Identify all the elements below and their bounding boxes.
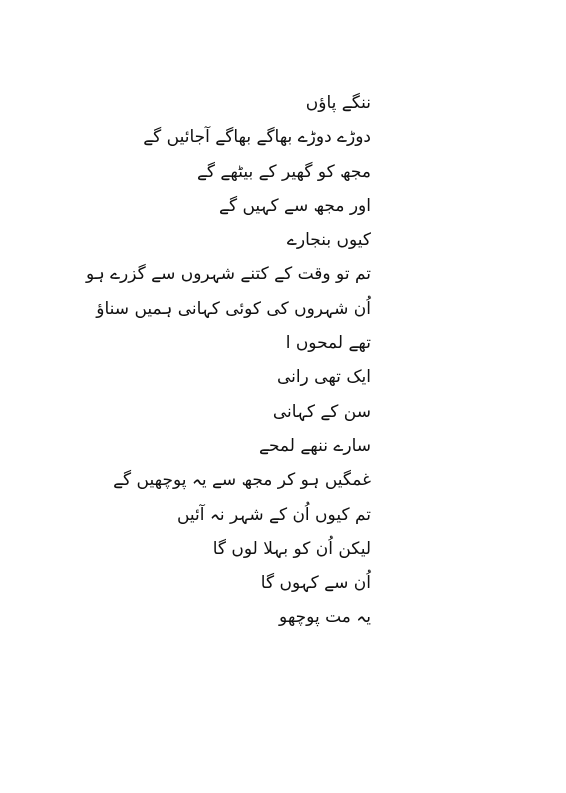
poem-line-5: کیوں بنجارے <box>286 230 371 251</box>
poem-line-3: مجھ کو گھیر کے بیٹھے گے <box>196 161 371 182</box>
poem-line-4: اور مجھ سے کہیں گے <box>219 195 371 216</box>
poem-text <box>31 86 371 635</box>
poem-line-2: دوڑے دوڑے بھاگے بھاگے آجائیں گے <box>143 127 371 148</box>
poem-line-12: غمگیں ہو کر مجھ سے یہ پوچھیں گے <box>113 470 371 491</box>
poem-line-9: ایک تھی رانی <box>276 367 371 388</box>
poem-line-8: تھے لمحوں ا <box>285 333 371 354</box>
poem-line-15: اُن سے کہوں گا <box>260 573 371 594</box>
poem-line-16: یہ مت پوچھو <box>279 607 371 628</box>
poem-line-14: لیکن اُن کو بہلا لوں گا <box>212 538 371 559</box>
poem-line-6: تم تو وقت کے کتنے شہروں سے گزرے ہو <box>85 264 371 285</box>
poem-line-10: سن کے کہانی <box>272 401 371 422</box>
poem-line-1: ننگے پاؤں <box>305 93 371 113</box>
poem-line-7: اُن شہروں کی کوئی کہانی ہمیں سناؤ <box>96 298 371 319</box>
poem-line-11: سارے ننھے لمحے <box>258 435 371 456</box>
poem-line-13: تم کیوں اُن کے شہر نہ آئیں <box>176 504 371 525</box>
